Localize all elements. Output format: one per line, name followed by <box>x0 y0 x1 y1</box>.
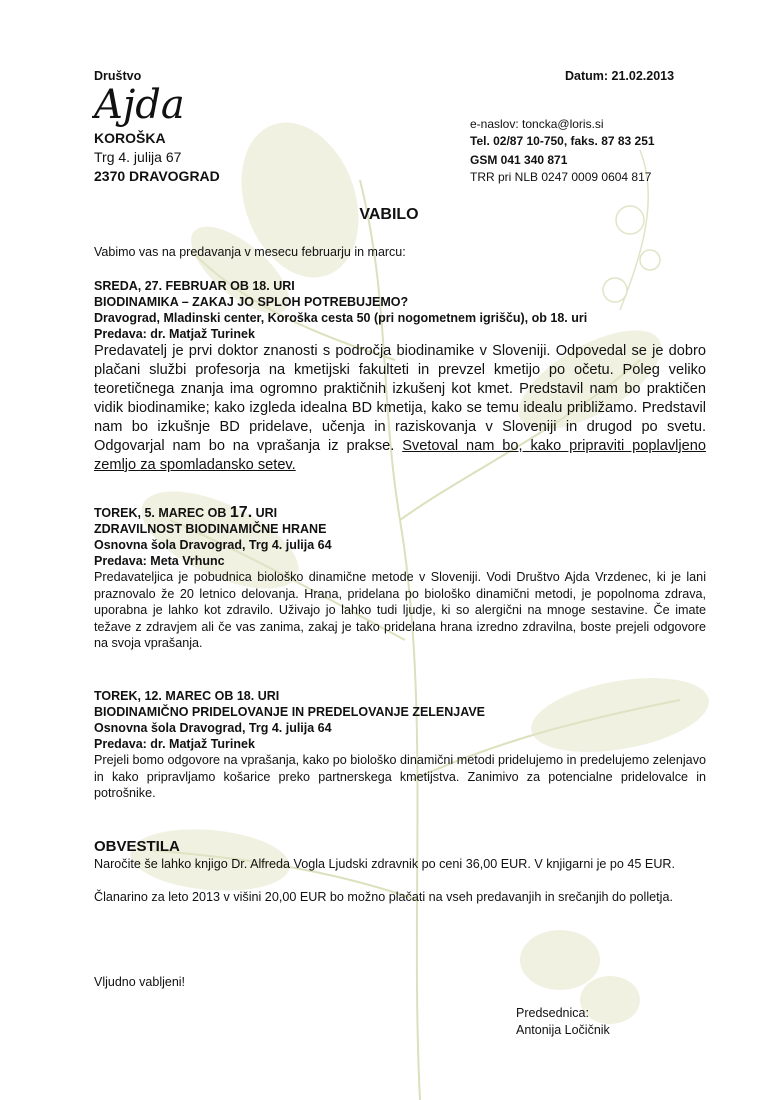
contact-email: e-naslov: toncka@loris.si <box>470 117 604 131</box>
event-3 <box>94 688 706 802</box>
event-3-place: Osnovna šola Dravograd, Trg 4. julija 64 <box>94 721 332 735</box>
event-2-date <box>94 505 706 521</box>
event-2-hour: 17. <box>229 504 253 521</box>
org-label: Društvo <box>94 69 142 83</box>
notices-section <box>94 838 706 905</box>
event-1-body-underlined: Svetoval nam bo, kako pripraviti poplavljeno zemljo za spomladansko setev. <box>94 438 706 473</box>
event-2-place: Osnovna šola Dravograd, Trg 4. julija 64 <box>94 538 332 552</box>
ajda-logo <box>92 80 222 128</box>
event-3-speaker: Predava: dr. Matjaž Turinek <box>94 737 255 751</box>
event-1-body: Predavatelj je prvi doktor znanosti s področja biodinamike v Sloveniji. Odpovedal se je dobro plačani službi profesorja na kmetijski fakulteti in prevzel kmetijo po očetu. Poleg veliko teoretičnega znanja ima ogromno praktičnih izkušenj kot kmet. Predstavil nam bo praktičen vidik biodinamike; kako izgleda idealna BD kmetija, kako se temu idealu približamo. Predstavil nam bo izkušnje BD pridelave, učenja in raziskovanja v Sloveniji in drugod po svetu. Odgovarjal nam bo na vprašanja iz prakse. <box>94 343 706 454</box>
contact-gsm: GSM 041 340 871 <box>470 153 568 167</box>
event-2-description: Predavateljica je pobudnica biološko dinamične metode v Sloveniji. Vodi Društvo Ajda Vrzdenec, ki je lani praznovalo že 20 letnico delovanja. Hrana, pridelana po biološko dinamični metodi, je popolnoma zdrava, uporabna je lahko kot zdravilo. Uživajo jo lahko tudi ljudje, ki so alergični na mnoge sestavine. Če imate težave z zdravjem ali če vas zanima, zakaj je tako pridelana hrana izredno zdravilna, boste prejeli odgovore na svoja vprašanja. <box>94 570 706 650</box>
org-city: 2370 DRAVOGRAD <box>94 168 220 184</box>
event-3-description: Prejeli bomo odgovore na vprašanja, kako po biološko dinamični metodi pridelujemo in predelujemo zelenjavo in kako pripravljamo košarice preko partnerskega kmetijstva. Zanimivo za potencialne pridelovalce in potrošnike. <box>94 753 706 800</box>
signature-role: Predsednica: <box>516 1006 589 1020</box>
closing-greeting: Vljudno vabljeni! <box>94 975 186 989</box>
event-1-date: SREDA, 27. FEBRUAR OB 18. URI <box>94 279 295 293</box>
event-3-topic: BIODINAMIČNO PRIDELOVANJE IN PREDELOVANJE ZELENJAVE <box>94 705 486 719</box>
contact-phone: Tel. 02/87 10-750, faks. 87 83 251 <box>470 134 655 148</box>
document-date: Datum: 21.02.2013 <box>565 69 675 83</box>
org-region: KOROŠKA <box>94 130 166 146</box>
intro-text: Vabimo vas na predavanja v mesecu februarju in marcu: <box>94 245 406 259</box>
event-3-date: TOREK, 12. MAREC OB 18. URI <box>94 689 280 703</box>
ajda-logo-text: Ajda <box>94 82 185 128</box>
notices-heading: OBVESTILA <box>94 838 180 855</box>
event-2 <box>94 505 706 652</box>
event-2-topic: ZDRAVILNOST BIODINAMIČNE HRANE <box>94 522 327 536</box>
event-1-description <box>94 342 706 475</box>
event-2-date-suffix: URI <box>252 506 278 520</box>
event-1 <box>94 278 706 475</box>
event-1-speaker: Predava: dr. Matjaž Turinek <box>94 327 255 341</box>
org-street: Trg 4. julija 67 <box>94 149 182 165</box>
notice-membership: Članarino za leto 2013 v višini 20,00 EUR bo možno plačati na vseh predavanjih in srečanjih do polletja. <box>94 889 673 904</box>
document-title: VABILO <box>359 206 419 223</box>
contact-bank-account: TRR pri NLB 0247 0009 0604 817 <box>470 170 652 184</box>
event-2-date-prefix: TOREK, 5. MAREC OB <box>94 506 230 520</box>
event-2-speaker: Predava: Meta Vrhunc <box>94 554 225 568</box>
event-1-place: Dravograd, Mladinski center, Koroška cesta 50 (pri nogometnem igrišču), ob 18. uri <box>94 311 588 325</box>
event-1-topic: BIODINAMIKA – ZAKAJ JO SPLOH POTREBUJEMO? <box>94 295 409 309</box>
signature-name: Antonija Ločičnik <box>516 1023 610 1037</box>
notice-book: Naročite še lahko knjigo Dr. Alfreda Vogla Ljudski zdravnik po ceni 36,00 EUR. V knjigarni je po 45 EUR. <box>94 857 676 871</box>
